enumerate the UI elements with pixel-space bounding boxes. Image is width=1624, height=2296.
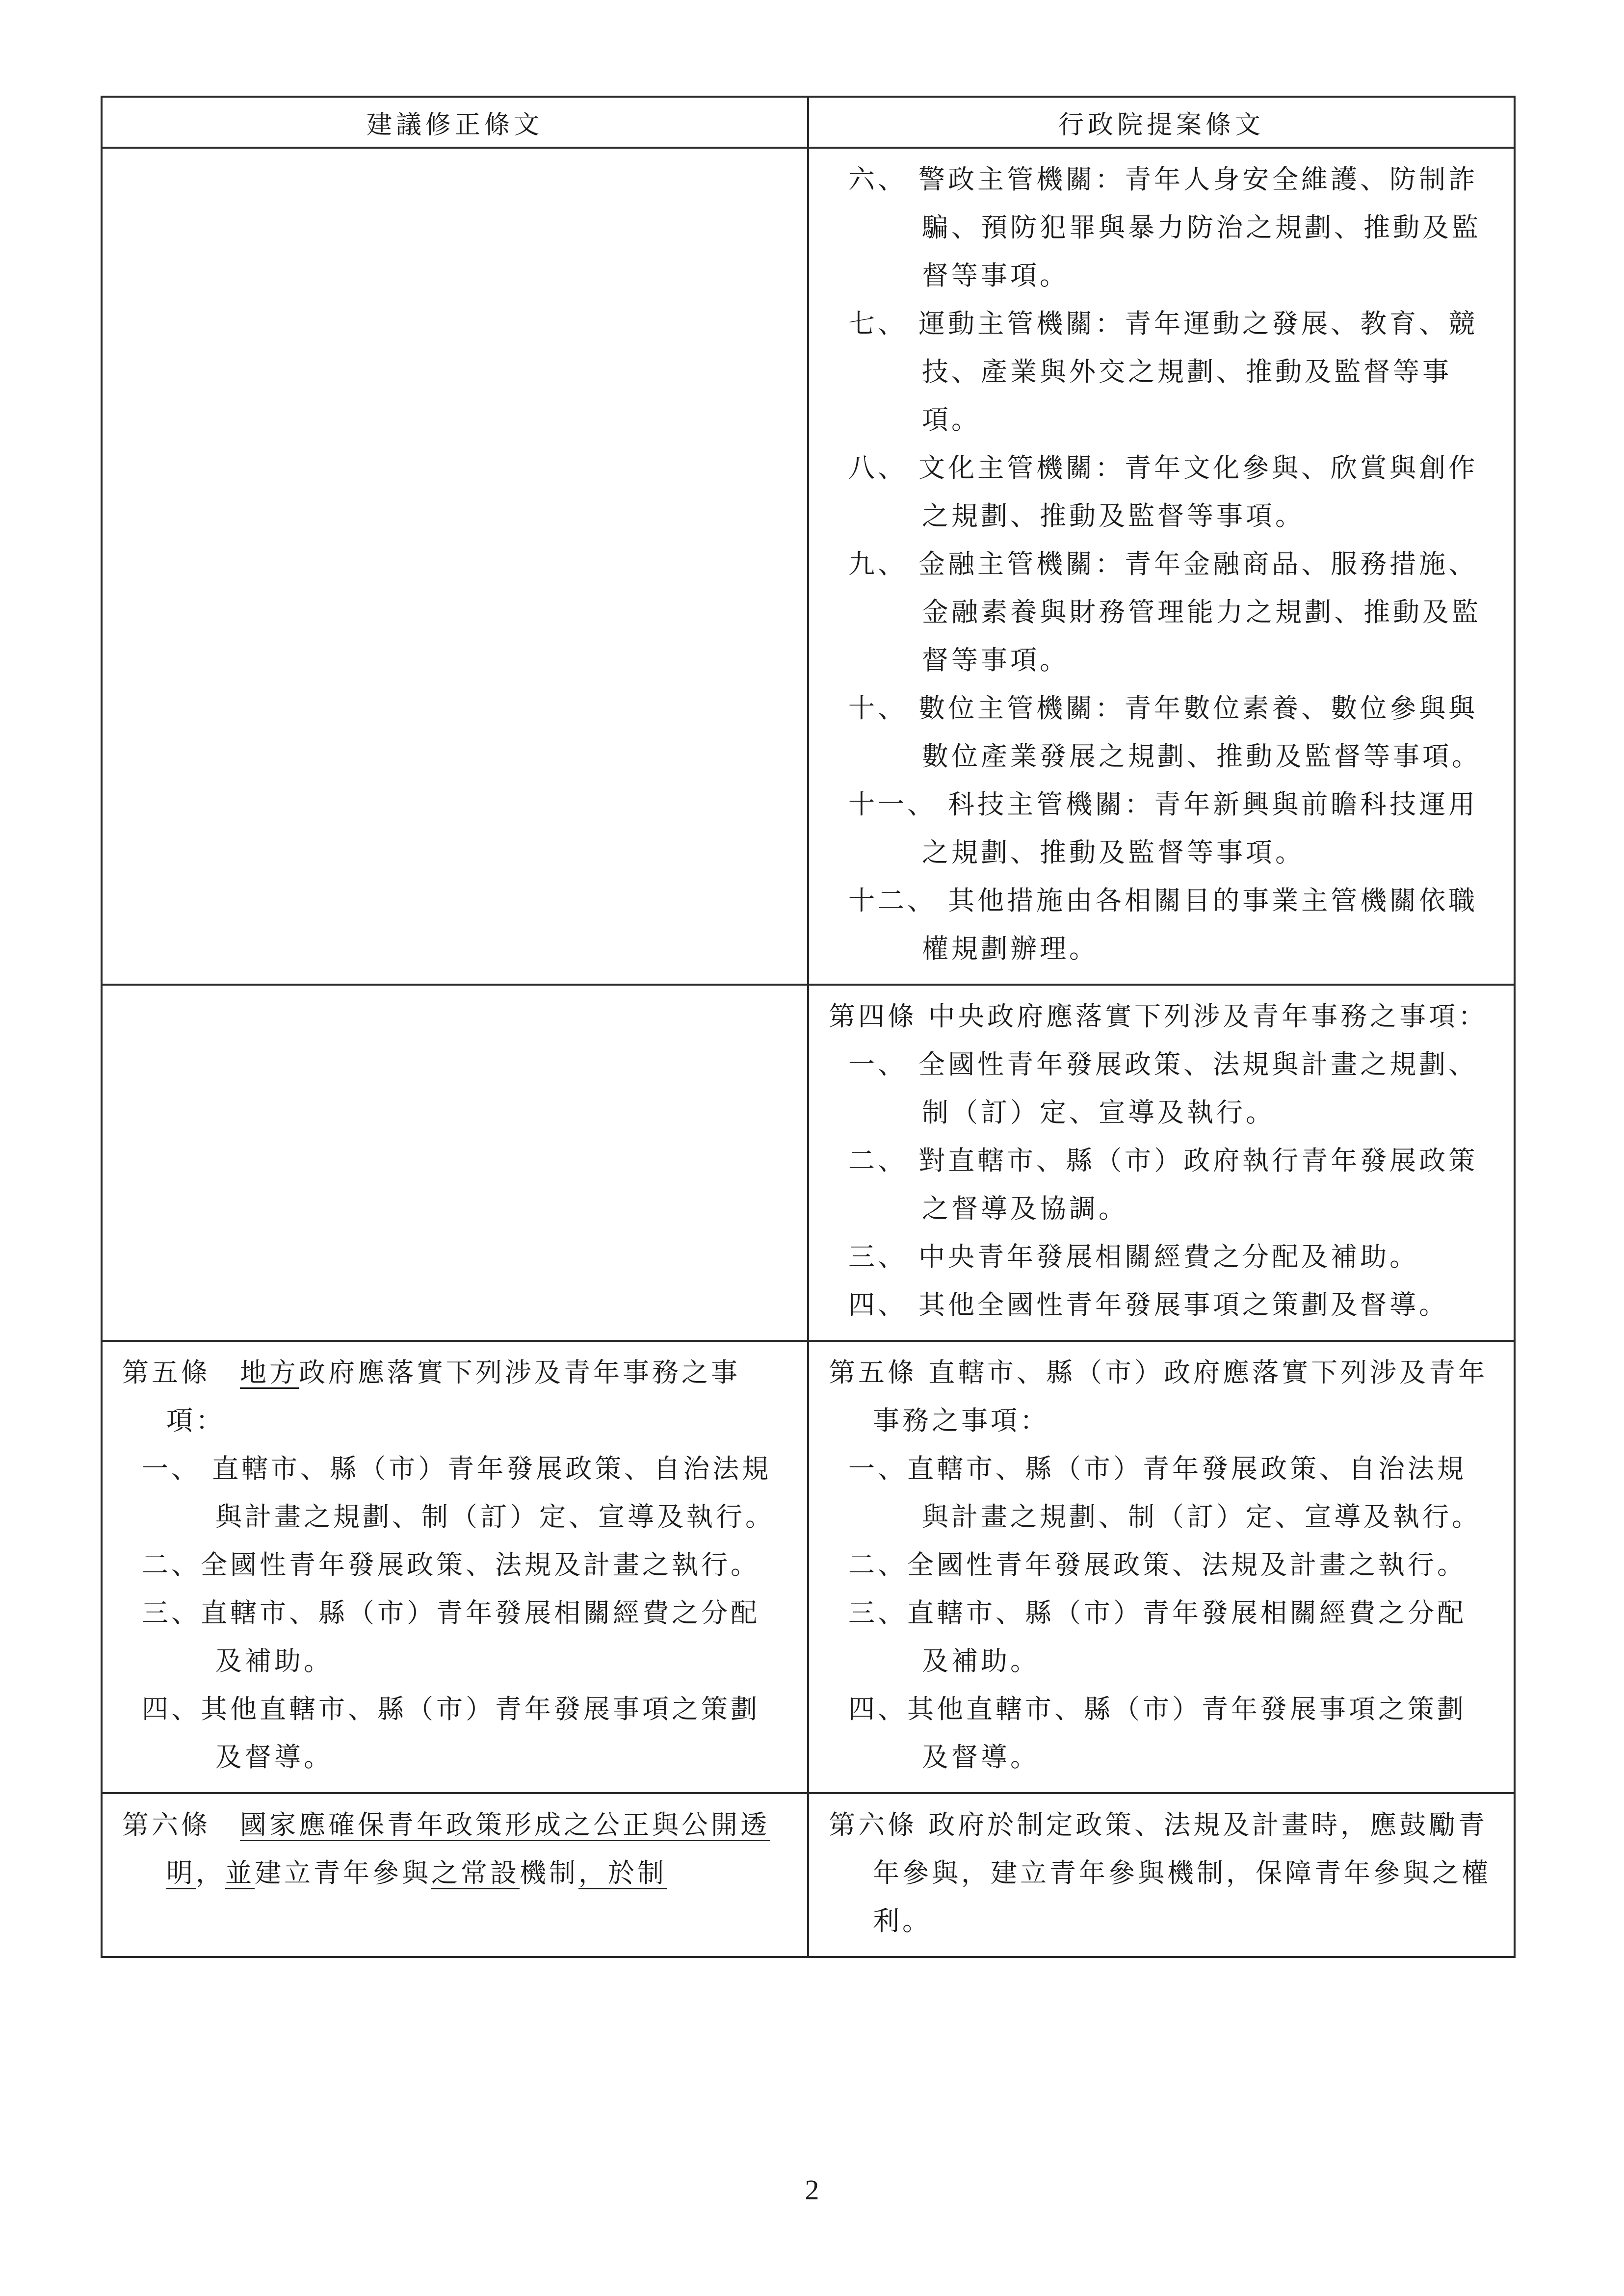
right-cell (808, 985, 1515, 1341)
header-row (102, 97, 1515, 148)
amended-text: 地方 (240, 1357, 299, 1388)
amended-text: 並 (225, 1857, 255, 1888)
article-label: 第五條 (122, 1357, 210, 1388)
amended-text: 之常設 (431, 1857, 520, 1888)
list-item: 三、直轄市、縣（市）青年發展相關經費之分配及補助。 (848, 1597, 1467, 1676)
left-cell (102, 1341, 808, 1793)
header-proposed-amendment: 建議修正條文 (102, 97, 808, 148)
list-item: 七、 運動主管機關：青年運動之發展、教育、競技、產業與外交之規劃、推動及監督等事項。 (848, 308, 1478, 435)
header-executive-yuan-draft: 行政院提案條文 (808, 97, 1515, 148)
article-text: 機制 (520, 1857, 578, 1888)
list-item: 二、全國性青年發展政策、法規及計畫之執行。 (142, 1549, 760, 1580)
list-item: 九、 金融主管機關：青年金融商品、服務措施、金融素養與財務管理能力之規劃、推動及監督等事項。 (848, 548, 1481, 676)
article-text: 政府應落實下列涉及青年事務之事項： (166, 1357, 740, 1436)
left-cell-empty (102, 148, 808, 985)
page-number: 2 (805, 2174, 819, 2206)
list-item: 二、全國性青年發展政策、法規及計畫之執行。 (848, 1549, 1467, 1580)
list-item: 八、 文化主管機關：青年文化參與、欣賞與創作之規劃、推動及監督等事項。 (848, 452, 1478, 531)
right-cell (808, 1341, 1515, 1793)
list-item: 四、 其他全國性青年發展事項之策劃及督導。 (848, 1289, 1449, 1320)
table-row (102, 1793, 1515, 1957)
list-item: 一、 直轄市、縣（市）青年發展政策、自治法規與計畫之規劃、制（訂）定、宣導及執行。 (142, 1453, 775, 1532)
amended-text: ，於制 (578, 1857, 667, 1888)
list-item: 一、 全國性青年發展政策、法規與計畫之規劃、制（訂）定、宣導及執行。 (848, 1049, 1478, 1128)
article-text: ， (196, 1857, 225, 1888)
article-text: 建立青年參與 (255, 1857, 431, 1888)
right-cell (808, 1793, 1515, 1957)
list-item: 三、直轄市、縣（市）青年發展相關經費之分配及補助。 (142, 1597, 760, 1676)
article-intro (122, 1349, 787, 1445)
amended-text: 國家應確保青年政策形成之公正與公開透明 (166, 1809, 770, 1888)
list-item: 十、 數位主管機關：青年數位素養、數位參與與數位產業發展之規劃、推動及監督等事項。 (848, 693, 1481, 772)
table-row (102, 985, 1515, 1341)
left-cell (102, 1793, 808, 1957)
right-cell (808, 148, 1515, 985)
list-item: 四、其他直轄市、縣（市）青年發展事項之策劃及督導。 (142, 1694, 760, 1773)
list-item: 十二、 其他措施由各相關目的事業主管機關依職權規劃辦理。 (848, 885, 1478, 964)
list-item: 二、 對直轄市、縣（市）政府執行青年發展政策之督導及協調。 (848, 1145, 1478, 1224)
list-item: 十一、 科技主管機關：青年新興與前瞻科技運用之規劃、推動及監督等事項。 (848, 789, 1478, 868)
list-item: 一、直轄市、縣（市）青年發展政策、自治法規與計畫之規劃、制（訂）定、宣導及執行。 (848, 1453, 1481, 1532)
article-label: 第六條 (122, 1809, 210, 1840)
list-item: 四、其他直轄市、縣（市）青年發展事項之策劃及督導。 (848, 1694, 1467, 1773)
table-row (102, 1341, 1515, 1793)
article-intro: 第四條 中央政府應落實下列涉及青年事務之事項： (829, 1001, 1488, 1032)
comparison-table (101, 96, 1516, 1958)
article-intro: 第五條 直轄市、縣（市）政府應落實下列涉及青年事務之事項： (829, 1357, 1488, 1436)
left-cell-empty (102, 985, 808, 1341)
list-item: 三、 中央青年發展相關經費之分配及補助。 (848, 1241, 1419, 1272)
article-text (122, 1801, 787, 1897)
article-text: 第六條 政府於制定政策、法規及計畫時，應鼓勵青年參與，建立青年參與機制，保障青年參與之權利。 (829, 1809, 1491, 1936)
list-item: 六、 警政主管機關：青年人身安全維護、防制詐騙、預防犯罪與暴力防治之規劃、推動及監督等事項。 (848, 164, 1481, 291)
table-row (102, 148, 1515, 985)
